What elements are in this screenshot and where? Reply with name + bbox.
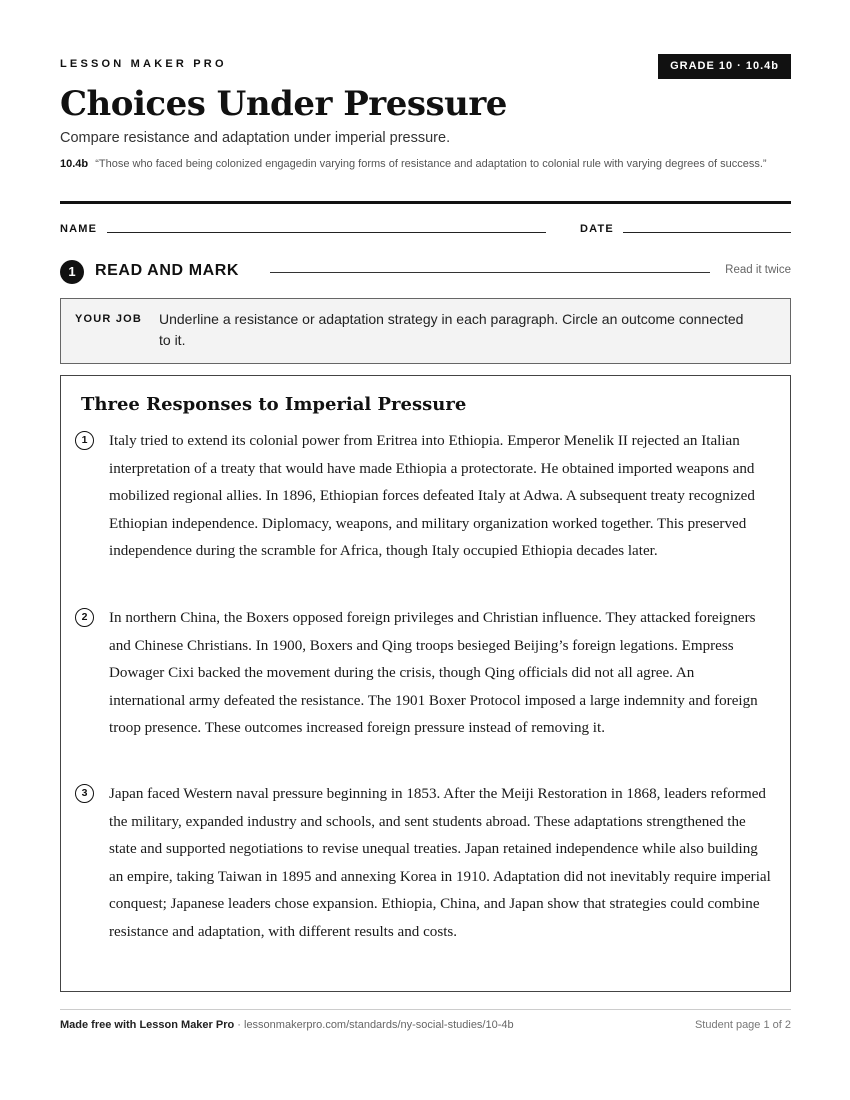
paragraph-number: 2 — [75, 608, 94, 627]
reading-title: Three Responses to Imperial Pressure — [81, 394, 467, 415]
section-title: READ AND MARK — [95, 262, 240, 279]
standard-text: “Those who faced being colonized engagedin varying forms of resistance and adaptation to colonial rule with varying degrees of success.” — [95, 158, 767, 170]
grade-badge: GRADE 10 · 10.4b — [658, 54, 791, 79]
reading-passage — [60, 375, 791, 992]
date-field[interactable] — [623, 232, 791, 233]
footer-made-with: Made free with Lesson Maker Pro — [60, 1019, 235, 1031]
footer-credit — [60, 1019, 514, 1031]
paragraph-number: 3 — [75, 784, 94, 803]
name-field[interactable] — [107, 232, 546, 233]
standard-code: 10.4b — [60, 158, 89, 170]
job-box — [60, 298, 791, 364]
job-instructions: Underline a resistance or adaptation strategy in each paragraph. Circle an outcome connected to it. — [159, 311, 744, 348]
page-title: Choices Under Pressure — [60, 84, 507, 124]
header-divider — [60, 201, 791, 204]
standard-statement — [60, 156, 790, 173]
footer-divider — [60, 1009, 791, 1010]
footer-url[interactable]: lessonmakerpro.com/standards/ny-social-studies/10-4b — [244, 1019, 514, 1031]
page-indicator: Student page 1 of 2 — [694, 1019, 791, 1031]
paragraph-number: 1 — [75, 431, 94, 450]
date-label: DATE — [580, 223, 614, 235]
paragraph-text: Japan faced Western naval pressure beginning in 1853. After the Meiji Restoration in 1868, leaders reformed the military, expanded industry and schools, and sent students abroad. These adaptations strengthened the state and supported negotiations to revise unequal treaties. Japan retained independence while also building an empire, taking Taiwan in 1895 and annexing Korea in 1910. Adaptation did not inevitably require imperial conquest; Japanese leaders chose expansion. Ethiopia, China, and Japan show that strategies could combine resistance and adaptation, with different results and costs. — [109, 786, 771, 940]
section-number-badge: 1 — [60, 260, 84, 284]
brand-name: LESSON MAKER PRO — [60, 58, 227, 70]
section-note: Read it twice — [725, 264, 791, 276]
name-label: NAME — [60, 223, 98, 235]
section-divider — [270, 272, 710, 273]
page-subtitle: Compare resistance and adaptation under imperial pressure. — [60, 130, 451, 146]
paragraph-text: Italy tried to extend its colonial power from Eritrea into Ethiopia. Emperor Menelik II rejected an Italian interpretation of a treaty that would have made Ethiopia a protectorate. He obtained imported weapons and mobilized regional allies. In 1896, Ethiopian forces defeated Italy at Adwa. A subsequent treaty recognized Ethiopian independence. Diplomacy, weapons, and military organization worked together. This preserved independence during the scramble for Africa, though Italy occupied Ethiopia decades later. — [109, 433, 755, 560]
footer-separator: · — [234, 1019, 244, 1031]
job-label: YOUR JOB — [75, 313, 143, 325]
paragraph-text: In northern China, the Boxers opposed foreign privileges and Christian influence. They attacked foreigners and Chinese Christians. In 1900, Boxers and Qing troops besieged Beijing’s foreign legations. Empress Dowager Cixi backed the movement during the crisis, though Qing officials did not all agree. An international army defeated the resistance. The 1901 Boxer Protocol imposed a large indemnity and foreign troop presence. These outcomes increased foreign pressure instead of removing it. — [109, 610, 758, 737]
